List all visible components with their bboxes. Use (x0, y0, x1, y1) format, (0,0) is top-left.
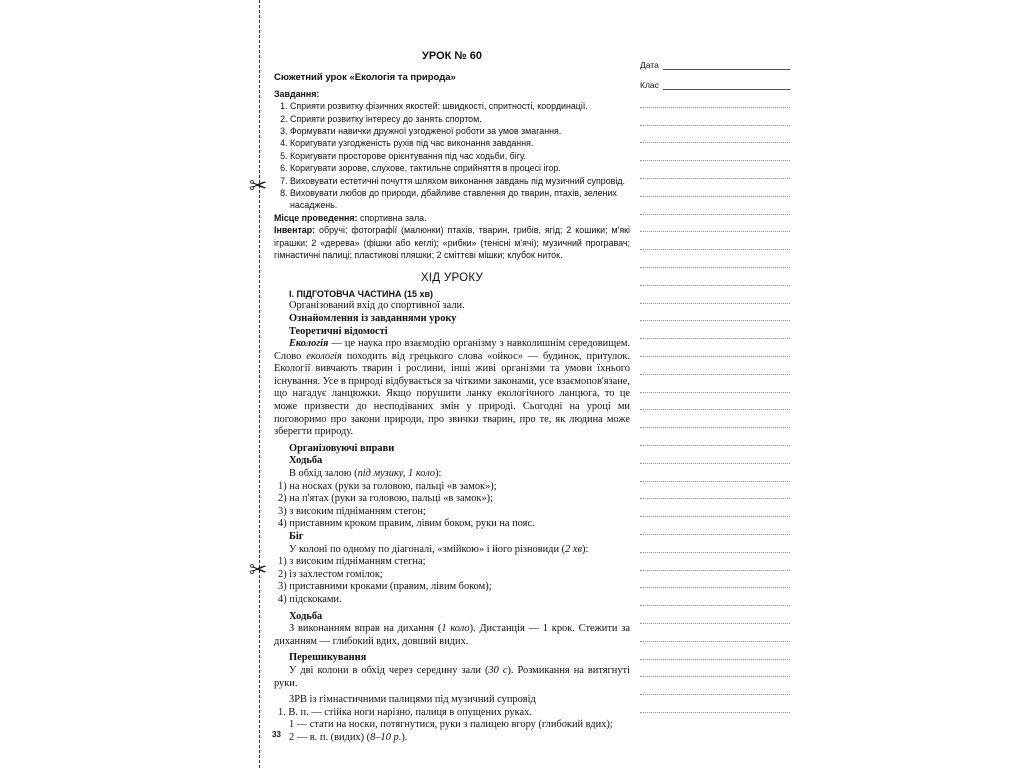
notes-line (640, 624, 790, 642)
ecology-text: — це наука про взаємодію організму з навколишнім середовищем. Слово (274, 338, 630, 362)
run-item: 4) підскоками. (278, 593, 342, 605)
run-item: 2) із захлестом гомілок; (278, 568, 383, 580)
part-heading: І. ПІДГОТОВЧА ЧАСТИНА (15 хв) (289, 288, 434, 299)
org-exercises-heading: Організовуючі вправи (289, 442, 395, 454)
task-item: 6. Коригувати зорове, слухове, тактильне сприйняття в процесі ігор. (290, 162, 630, 174)
inventory-line (274, 224, 630, 261)
theory-heading: Теоретичні відомості (289, 325, 388, 337)
ecology-term: Екологія (289, 338, 329, 350)
tasks-intro: Ознайомлення із завданнями уроку (289, 312, 457, 324)
exercise-1-step-1: 1 — стати на носки, потягнутися, руки з палицею вгору (глибокий вдих); (289, 719, 613, 731)
notes-sidebar (640, 50, 790, 713)
notes-line (640, 677, 790, 695)
task-item: 2. Сприяти розвитку інтересу до занять спортом. (290, 113, 630, 125)
ecology-text-2: походить від грецького слова «ойкос» — будинок, притулок. Екології вивчають тварин і рослини, інші живі організми та умови їхнього існування. Усе в природі відбувається за чіткими законами, усе взаємопов'язане, що нагадує ланцюжки. Якщо порушити ланку екологічного ланцюга, то це може призвести до несподіваних змін у природі. Сьогодні на уроці ми поговоримо про закони природи, про звички тварин, про те, як людина може зберегти природу. (274, 350, 630, 438)
task-item: 5. Коригувати просторове орієнтування під час ходьби, бігу. (290, 150, 630, 162)
notes-line (640, 339, 790, 357)
task-item: 7. Виховувати естетичні почуття шляхом виконання завдань під музичний супровід. (290, 175, 630, 187)
notes-line (640, 179, 790, 197)
inventory-value: обручі; фотографії (малюнки) птахів, тварин, грибів, ягід; 2 кошики; м'які іграшки; 2 «дерева» (фішки або кеглі); «рибки» (тенісні м'ячі); музичний програвач; гімнастичні палиці; пластикові пляшки; 2 сміттєві мішки; клубок ниток. (274, 225, 630, 261)
walk-item: 3) з високим підніманням стегон; (278, 505, 426, 517)
zrv-heading: ЗРВ із гімнастичними палицями під музичний супровід (289, 694, 536, 706)
notes-line (640, 286, 790, 304)
notes-line (640, 321, 790, 339)
notes-line (640, 108, 790, 126)
notes-line (640, 535, 790, 553)
walk-item: 1) на носках (руки за головою, пальці «в замок»); (278, 480, 497, 492)
notes-line (640, 375, 790, 393)
task-item: 4. Коригувати узгодженість рухів під час виконання завдання. (290, 137, 630, 149)
walking2-heading: Ходьба (289, 610, 323, 622)
notes-line (640, 393, 790, 411)
walking-heading: Ходьба (289, 455, 323, 467)
walk2-text: З виконанням вправ на дихання (1 коло). Дистанція — 1 крок. Стежити за диханням — глибокий вдих, довший видих. (274, 623, 630, 647)
run-item: 1) з високим підніманням стегна; (278, 556, 426, 568)
notes-line (640, 553, 790, 571)
task-item: 1. Сприяти розвитку фізичних якостей: швидкості, спритності, координації. (290, 100, 630, 112)
notes-line (640, 126, 790, 144)
walk-item: 4) приставним кроком правим, лівим боком, руки на пояс. (278, 518, 535, 530)
inventory-label: Інвентар: (274, 225, 316, 236)
notes-line (640, 90, 790, 108)
lesson-body (274, 300, 630, 744)
notes-line (640, 428, 790, 446)
notes-line (640, 410, 790, 428)
place-line (274, 212, 630, 224)
tasks-list (274, 100, 630, 212)
notes-line (640, 588, 790, 606)
exercise-1-step-2: 2 — в. п. (видих) (8–10 р.). (289, 731, 408, 743)
ecology-paragraph (274, 338, 630, 439)
scissors-icon: ✂ (249, 558, 268, 583)
cut-line (259, 0, 260, 768)
notes-line (640, 606, 790, 624)
notes-line (640, 250, 790, 268)
rebuild-heading: Перешикування (289, 652, 367, 664)
task-item: 3. Формувати навички дружної узгодженої роботи за умов змагання. (290, 125, 630, 137)
ecology-word: екологія (306, 350, 342, 362)
notes-line (640, 446, 790, 464)
date-line (663, 60, 790, 70)
tasks-heading: Завдання: (274, 88, 320, 99)
walk-intro: В обхід залою (під музику, 1 коло): (289, 468, 442, 480)
notes-line (640, 215, 790, 233)
run-item: 3) приставними кроками (правим, лівим боком); (278, 581, 492, 593)
date-field[interactable] (640, 50, 790, 70)
run-intro: У колоні по одному по діагоналі, «змійкою» і його різновиди (2 хв): (289, 543, 589, 555)
notes-line (640, 482, 790, 500)
page-number: 33 (272, 730, 281, 739)
lesson-topic: Сюжетний урок «Екологія та природа» (274, 72, 456, 84)
place-value: спортивна зала. (357, 212, 427, 223)
notes-line (640, 143, 790, 161)
exercise-1: 1. В. п. — стійка ноги нарізно, палиця в опущених руках. (278, 706, 532, 718)
notes-line (640, 464, 790, 482)
notes-line (640, 161, 790, 179)
notes-line (640, 642, 790, 660)
notes-lines (640, 90, 790, 713)
date-label: Дата (640, 60, 659, 70)
notes-line (640, 499, 790, 517)
notes-line (640, 571, 790, 589)
document-page (274, 50, 630, 745)
notes-line (640, 660, 790, 678)
task-item: 8. Виховувати любов до природи, дбайливе ставлення до тварин, птахів, зелених насаджень. (290, 187, 630, 212)
notes-line (640, 517, 790, 535)
lesson-title: УРОК № 60 (422, 50, 482, 62)
place-label: Місце проведення: (274, 212, 358, 223)
scissors-icon: ✂ (249, 174, 268, 199)
notes-line (640, 695, 790, 713)
running-heading: Біг (289, 531, 304, 542)
lesson-course-heading: ХІД УРОКУ (420, 271, 484, 284)
rebuild-text: У дві колони в обхід через середину зали (30 с). Розмикання на витягнуті руки. (274, 664, 630, 689)
class-label: Клас (640, 80, 659, 90)
class-field[interactable] (640, 70, 790, 90)
notes-line (640, 268, 790, 286)
walk-item: 2) на п'ятах (руки за головою, пальці «в замок»); (278, 493, 493, 505)
notes-line (640, 232, 790, 250)
class-line (663, 80, 790, 90)
org-entry: Організований вхід до спортивної зали. (289, 300, 465, 312)
notes-line (640, 304, 790, 322)
notes-line (640, 357, 790, 375)
notes-line (640, 197, 790, 215)
